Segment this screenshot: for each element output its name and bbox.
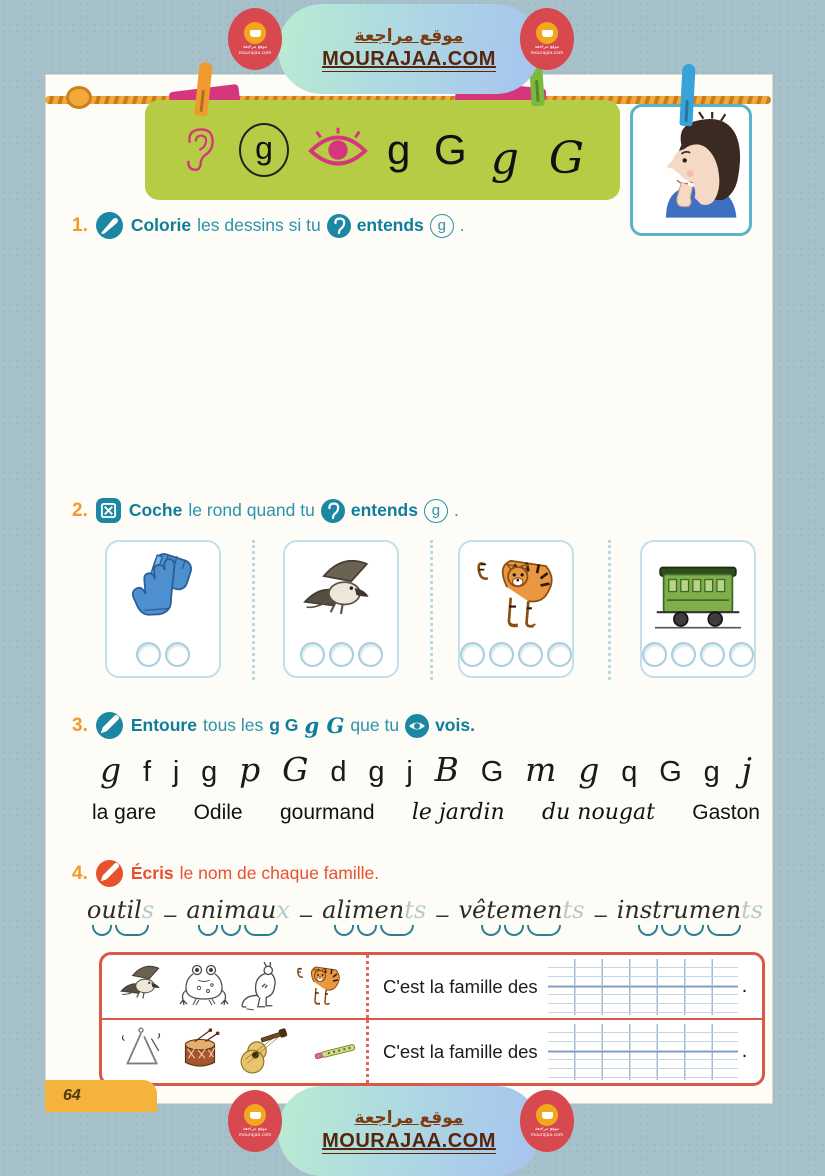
header-arabic-title[interactable]: موقع مراجعة	[354, 26, 464, 46]
hunt-word[interactable]: la gare	[92, 801, 157, 824]
page-number: 64	[63, 1087, 81, 1104]
exercise3-text2: que tu	[350, 715, 400, 735]
letter-title-banner	[145, 100, 620, 200]
exercise3-text: tous les	[202, 715, 264, 735]
sound-circle[interactable]	[671, 642, 696, 667]
sound-card-gloves	[105, 540, 221, 678]
eye-icon	[307, 127, 369, 173]
word-silent-letters: ts	[404, 896, 427, 924]
exercise1-keyword: entends	[356, 215, 424, 235]
exercise2-header	[72, 498, 459, 523]
period: .	[459, 215, 465, 235]
eye-icon	[405, 714, 429, 738]
word-main: outil	[86, 896, 142, 924]
hunt-letter[interactable]: p	[239, 750, 261, 789]
exercise4-text: le nom de chaque famille.	[179, 863, 380, 883]
sound-circle[interactable]	[460, 642, 485, 667]
period: .	[741, 975, 748, 997]
syllable-arcs	[638, 925, 741, 936]
sound-circle[interactable]	[329, 642, 354, 667]
print-letters: g G	[386, 126, 473, 173]
target-letters-print: g G	[269, 715, 299, 735]
dash: –	[164, 902, 177, 927]
exercise4-verb: Écris	[130, 863, 174, 883]
word-silent-letters: s	[141, 896, 155, 924]
badge-domain-label: mourajaa.com	[530, 51, 564, 56]
word-main: instrumen	[616, 896, 742, 924]
hunt-letter[interactable]: g	[100, 750, 122, 789]
badge-arabic-label: موقع مراجعة	[534, 45, 560, 50]
ear-icon	[327, 214, 351, 238]
family-answer-table	[99, 952, 765, 1086]
row-separator	[366, 955, 369, 1018]
table-row-instruments	[102, 1018, 762, 1083]
family-word	[87, 896, 154, 936]
cursive-letters: g G	[490, 132, 592, 184]
badge-arabic-label: موقع مراجعة	[534, 1127, 560, 1132]
hunt-letter[interactable]: m	[525, 750, 557, 789]
hunt-letter[interactable]: j	[741, 750, 752, 789]
word-main: alimen	[322, 896, 405, 924]
badge-book-icon	[536, 1104, 558, 1126]
hunt-letter[interactable]: G	[659, 756, 682, 788]
hunt-letter[interactable]: j	[172, 756, 180, 788]
paintbrush-icon	[96, 212, 123, 239]
badge-domain-label: mourajaa.com	[530, 1133, 564, 1138]
header-domain-link[interactable]: MOURAJAA.COM	[322, 48, 496, 70]
answer-prompt: C'est la famille des	[383, 975, 538, 997]
sound-circle[interactable]	[642, 642, 667, 667]
hunt-letter[interactable]: q	[621, 756, 638, 788]
family-word-bank	[86, 896, 764, 936]
header-badge-right	[520, 8, 574, 70]
exercise3-header	[72, 712, 475, 739]
page-number-tab	[45, 1080, 157, 1112]
sound-circle[interactable]	[300, 642, 325, 667]
sound-circle[interactable]	[729, 642, 754, 667]
sound-circle[interactable]	[547, 642, 572, 667]
word-silent-letters: x	[276, 896, 290, 924]
writing-lines[interactable]	[548, 1024, 738, 1080]
picture-guitar	[232, 1025, 298, 1079]
sound-circles	[642, 642, 754, 667]
picture-wagon	[648, 552, 748, 638]
row-pictures	[102, 960, 366, 1014]
sound-circle[interactable]	[700, 642, 725, 667]
hunt-word[interactable]: gourmand	[279, 801, 375, 824]
word-silent-letters: ts	[741, 896, 764, 924]
hunt-letter[interactable]: g	[578, 750, 600, 789]
word-silent-letters: ts	[562, 896, 585, 924]
picture-eagle	[114, 961, 172, 1013]
circled-letter-g: g	[239, 123, 289, 177]
exercise1-text: les dessins si tu	[197, 215, 321, 235]
footer-arabic-title[interactable]: موقع مراجعة	[354, 1108, 464, 1128]
picture-triangle-instrument	[114, 1026, 168, 1078]
footer-badge-left	[228, 1090, 282, 1152]
letter-hunt-row	[100, 750, 752, 789]
badge-book-icon	[244, 22, 266, 44]
sound-circle[interactable]	[518, 642, 543, 667]
family-word	[186, 896, 290, 936]
dash: –	[594, 902, 607, 927]
word-hunt-row	[92, 800, 760, 825]
sound-circle[interactable]	[489, 642, 514, 667]
picture-frog	[178, 962, 230, 1012]
badge-domain-label: mourajaa.com	[238, 1133, 272, 1138]
circled-g: g	[430, 214, 454, 238]
sound-circles	[460, 642, 572, 667]
sound-card-eagle	[283, 540, 399, 678]
card-separator	[430, 540, 433, 680]
picture-gloves	[117, 552, 209, 640]
sound-card-tiger	[458, 540, 574, 678]
dash: –	[299, 902, 313, 927]
hunt-letter[interactable]: d	[330, 756, 347, 788]
dash: –	[436, 902, 449, 927]
hunt-letter[interactable]: j	[406, 756, 413, 788]
picture-tiger	[472, 552, 560, 640]
answer-prompt: C'est la famille des	[383, 1040, 538, 1062]
syllable-arcs	[92, 925, 149, 936]
ear-icon	[173, 122, 221, 178]
picture-tiger	[294, 961, 344, 1013]
header-site-banner	[278, 4, 540, 94]
hunt-letter[interactable]: f	[142, 756, 152, 788]
checkbox-icon	[96, 498, 121, 523]
picture-drum	[174, 1026, 226, 1078]
footer-badge-right	[520, 1090, 574, 1152]
hunt-word[interactable]: du nougat	[542, 800, 655, 825]
hunt-letter[interactable]: g	[368, 756, 385, 788]
sound-circle[interactable]	[136, 642, 161, 667]
sound-circles	[300, 642, 383, 667]
family-word	[617, 896, 763, 936]
hunt-word[interactable]: Gaston	[692, 801, 760, 824]
word-main: animau	[186, 896, 277, 924]
exercise3-verb: Entoure	[130, 715, 197, 735]
syllable-arcs	[334, 925, 414, 936]
sound-circle[interactable]	[358, 642, 383, 667]
picture-flute	[304, 1030, 366, 1074]
syllable-arcs	[198, 925, 278, 936]
hunt-letter[interactable]: B	[434, 750, 459, 789]
row-separator	[366, 1020, 369, 1083]
pencil-circle-icon	[96, 712, 123, 739]
family-word	[458, 896, 584, 936]
header-badge-left	[228, 8, 282, 70]
rope-knot	[66, 86, 92, 109]
exercise2-text: le rond quand tu	[188, 500, 315, 520]
exercise3-number: 3.	[72, 714, 88, 736]
circled-g: g	[424, 499, 448, 523]
card-separator	[252, 540, 255, 680]
card-separator	[608, 540, 611, 680]
writing-lines[interactable]	[548, 959, 738, 1015]
badge-book-icon	[536, 22, 558, 44]
exercise1-number: 1.	[72, 214, 88, 236]
footer-domain-link[interactable]: MOURAJAA.COM	[322, 1130, 496, 1152]
target-letters-cursive: g G	[304, 713, 345, 738]
sound-circles	[136, 642, 190, 667]
hunt-letter[interactable]: g	[703, 756, 720, 788]
period: .	[741, 1040, 748, 1062]
period: .	[453, 500, 459, 520]
picture-eagle	[293, 552, 389, 638]
hunt-letter[interactable]: G	[480, 756, 504, 788]
word-main: vêtemen	[458, 896, 563, 924]
family-word	[322, 896, 426, 936]
exercise2-number: 2.	[72, 499, 88, 521]
row-pictures	[102, 1025, 366, 1079]
hunt-word[interactable]: Odile	[193, 801, 243, 824]
exercise1-header	[72, 212, 465, 239]
badge-arabic-label: موقع مراجعة	[242, 45, 268, 50]
sound-card-wagon	[640, 540, 756, 678]
pencil-circle-icon	[96, 860, 123, 887]
exercise4-number: 4.	[72, 862, 88, 884]
exercise2-verb: Coche	[128, 500, 183, 520]
ear-icon	[321, 499, 345, 523]
exercise3-keyword: vois.	[435, 715, 475, 735]
badge-domain-label: mourajaa.com	[238, 51, 272, 56]
table-row-animals	[102, 955, 762, 1018]
badge-arabic-label: موقع مراجعة	[242, 1127, 268, 1132]
sound-circle[interactable]	[165, 642, 190, 667]
syllable-arcs	[481, 925, 561, 936]
hunt-letter[interactable]: G	[282, 750, 309, 789]
exercise2-keyword: entends	[350, 500, 418, 520]
hunt-letter[interactable]: g	[201, 756, 218, 788]
exercise1-verb: Colorie	[130, 215, 192, 235]
badge-book-icon	[244, 1104, 266, 1126]
picture-kangaroo	[236, 960, 288, 1014]
footer-site-banner	[278, 1086, 540, 1176]
exercise4-header	[72, 860, 379, 887]
hunt-word[interactable]: le jardin	[411, 800, 505, 825]
